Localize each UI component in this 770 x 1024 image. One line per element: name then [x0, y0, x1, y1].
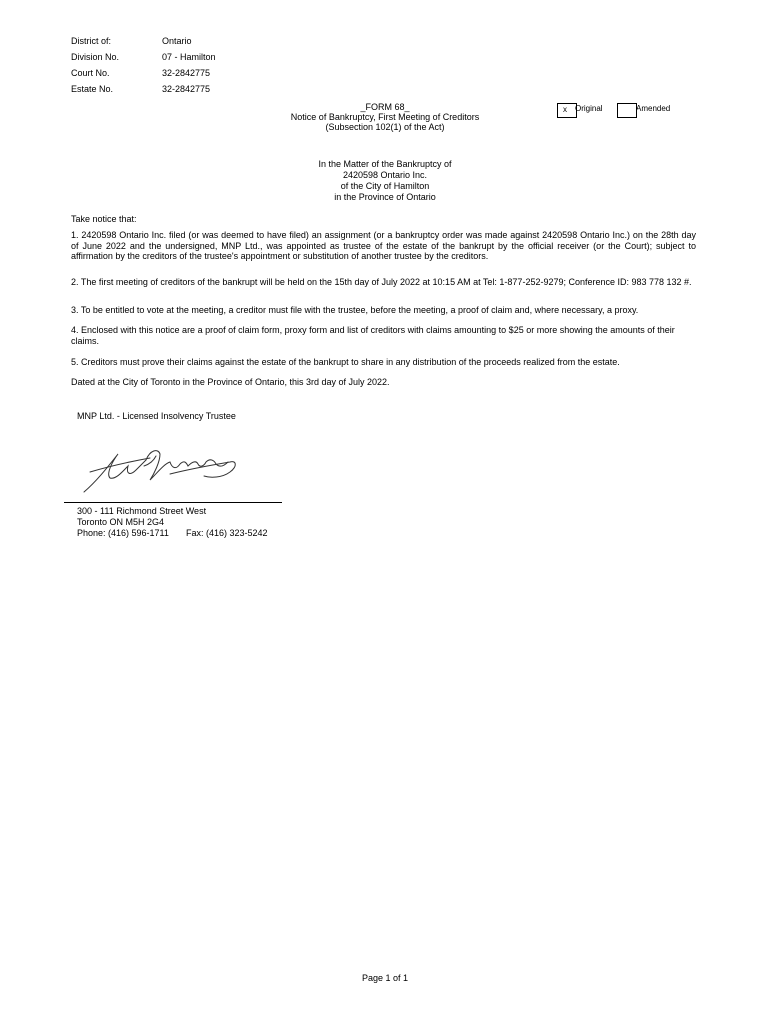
- signature-image: [80, 444, 245, 496]
- paragraph-3: 3. To be entitled to vote at the meeting, a creditor must file with the trustee, before the meeting, a proof of claim and, where necessary, a proxy.: [71, 305, 639, 315]
- form-subtitle: Notice of Bankruptcy, First Meeting of Creditors: [290, 112, 480, 122]
- amended-checkbox[interactable]: [617, 103, 637, 118]
- matter-line-4: in the Province of Ontario: [334, 192, 436, 202]
- division-label: Division No.: [71, 52, 120, 62]
- original-checkbox[interactable]: [557, 103, 577, 118]
- trustee-name: MNP Ltd. - Licensed Insolvency Trustee: [77, 411, 236, 421]
- original-check-mark: x: [563, 105, 567, 114]
- matter-line-2: 2420598 Ontario Inc.: [342, 170, 428, 180]
- matter-line-1: In the Matter of the Bankruptcy of: [318, 159, 452, 169]
- matter-line-3: of the City of Hamilton: [340, 181, 430, 191]
- signature-line: [64, 502, 282, 503]
- trustee-fax: Fax: (416) 323-5242: [186, 528, 268, 538]
- court-label: Court No.: [71, 68, 110, 78]
- district-value: Ontario: [162, 36, 192, 46]
- amended-label: Amended: [636, 104, 671, 113]
- paragraph-1: 1. 2420598 Ontario Inc. filed (or was deemed to have filed) an assignment (or a bankruptcy order was made against 2420598 Ontario Inc.) on the 28th day of June 2022 and the undersigned, MNP Ltd., was appointed as trustee of the estate of the bankrupt by the official receiver (or the Court); subject to affirmation by the creditors of the trustee's appointment or substitution of another trustee by the creditors.: [71, 230, 696, 261]
- dated-line: Dated at the City of Toronto in the Province of Ontario, this 3rd day of July 2022.: [71, 377, 390, 387]
- page-number: Page 1 of 1: [361, 973, 409, 983]
- trustee-phone: Phone: (416) 596-1711: [77, 528, 169, 538]
- paragraph-4: 4. Enclosed with this notice are a proof of claim form, proxy form and list of creditors with claims amounting to $25 or more showing the amounts of their claims.: [71, 325, 675, 346]
- original-label: Original: [575, 104, 603, 113]
- district-label: District of:: [71, 36, 112, 46]
- trustee-address-1: 300 - 111 Richmond Street West: [77, 506, 207, 516]
- form-section: (Subsection 102(1) of the Act): [325, 122, 445, 132]
- intro-text: Take notice that:: [71, 214, 137, 224]
- trustee-address-2: Toronto ON M5H 2G4: [77, 517, 165, 527]
- paragraph-2: 2. The first meeting of creditors of the bankrupt will be held on the 15th day of July 2022 at 10:15 AM at Tel: 1-877-252-9279; Conference ID: 983 778 132 #.: [71, 277, 692, 287]
- estate-value: 32-2842775: [162, 84, 211, 94]
- paragraph-5: 5. Creditors must prove their claims against the estate of the bankrupt to share in any distribution of the proceeds realized from the estate.: [71, 357, 620, 367]
- division-value: 07 - Hamilton: [162, 52, 216, 62]
- form-title: _FORM 68_: [360, 102, 410, 112]
- court-value: 32-2842775: [162, 68, 211, 78]
- estate-label: Estate No.: [71, 84, 114, 94]
